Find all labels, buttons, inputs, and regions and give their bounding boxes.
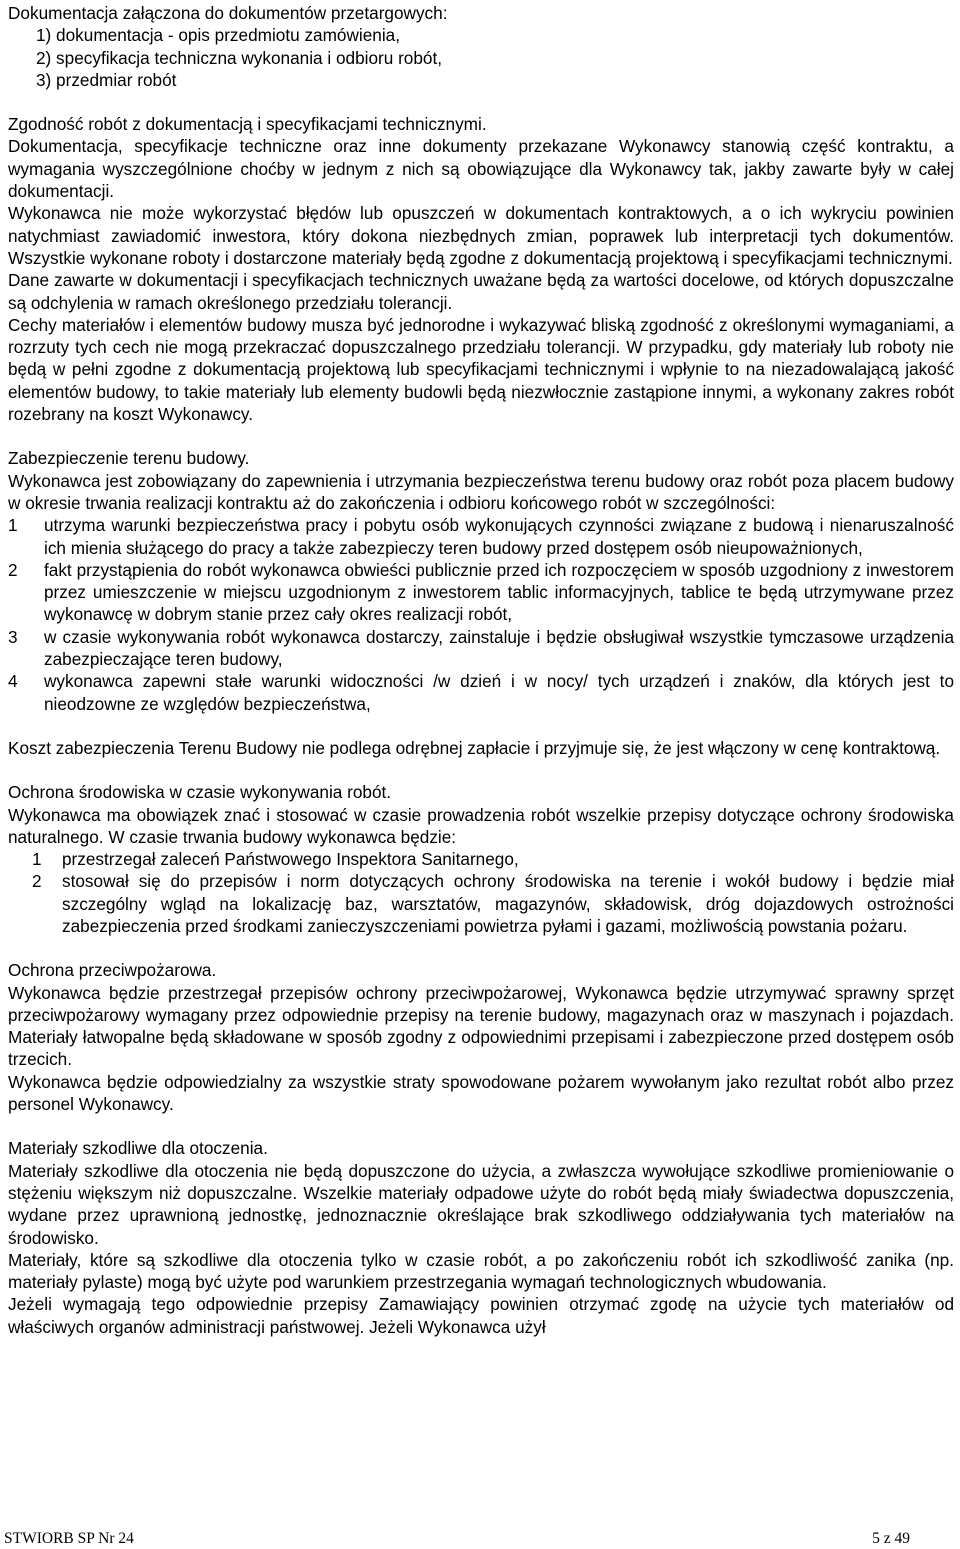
list-item-text: przestrzegał zaleceń Państwowego Inspektora Sanitarnego, — [62, 849, 519, 870]
paragraph: Materiały szkodliwe dla otoczenia nie będą dopuszczone do użycia, a zwłaszcza wywołujące szkodliwe promieniowanie o stężeniu większym niż dopuszczalne. Wszelkie materiały odpadowe użyte do robót będą miały świadectwa dopuszczenia, wydane przez uprawnioną jednostkę, jednoznacznie określające brak szkodliwego oddziaływania tych materiałów na środowisko. — [8, 1160, 954, 1248]
list-item — [8, 870, 954, 937]
list-item — [8, 626, 954, 671]
list-number: 1 — [8, 515, 18, 536]
paragraph: Dokumentacja, specyfikacje techniczne oraz inne dokumenty przekazane Wykonawcy stanowią część kontraktu, a wymagania wyszczególnione choćby w jednym z nich są obowiązujące dla Wykonawcy tak, jakby zawarte były w całej dokumentacji. — [8, 136, 954, 202]
paragraph: Wykonawca będzie przestrzegał przepisów ochrony przeciwpożarowej, Wykonawca będzie utrzymywać sprawny sprzęt przeciwpożarowy wymagany przez odpowiednie przepisy na terenie budowy, magazynach oraz w maszynach i pojazdach. Materiały łatwopalne będą składowane w sposób zgodny z odpowiednimi przepisami i zabezpieczone przed dostępem osób trzecich. — [8, 982, 954, 1070]
attached-documents-list — [36, 24, 954, 91]
page-number: 5 z 49 — [872, 1530, 910, 1547]
section-heading-zgodnosc: Zgodność robót z dokumentacją i specyfikacjami technicznymi. — [8, 114, 487, 135]
list-item: 1) dokumentacja - opis przedmiotu zamówienia, — [36, 25, 400, 46]
list-number: 3 — [8, 626, 18, 647]
footer-document-id: STWIORB SP Nr 24 — [4, 1530, 134, 1547]
section-heading-zabezpieczenie: Zabezpieczenie terenu budowy. — [8, 448, 250, 469]
paragraph: Cechy materiałów i elementów budowy musza być jednorodne i wykazywać bliską zgodność z określonymi wymaganiami, a rozrzuty tych cech nie mogą przekraczać dopuszczalnego przedziału tolerancji. W przypadku, gdy materiały lub roboty nie będą w pełni zgodne z dokumentacją projektową lub specyfikacjami technicznymi i wpłynie to na niezadowalającą jakość elementów budowy, to takie materiały lub elementy budowli będą niezwłocznie zastąpione innymi, a wykonany zakres robót rozebrany na koszt Wykonawcy. — [8, 314, 954, 425]
list-item: 2) specyfikacja techniczna wykonania i odbioru robót, — [36, 47, 443, 68]
list-item — [8, 670, 954, 715]
list-number: 1 — [32, 849, 42, 870]
paragraph: Wykonawca ma obowiązek znać i stosować w czasie prowadzenia robót wszelkie przepisy dotyczące ochrony środowiska naturalnego. W czasie trwania budowy wykonawca będzie: — [8, 804, 954, 847]
list-item-text: w czasie wykonywania robót wykonawca dostarczy, zainstaluje i będzie obsługiwał wszystkie tymczasowe urządzenia zabezpieczające teren budowy, — [44, 626, 954, 670]
list-number: 2 — [32, 871, 42, 892]
paragraph: Materiały, które są szkodliwe dla otoczenia tylko w czasie robót, a po zakończeniu robót ich szkodliwość zanika (np. materiały pylaste) mogą być użyte pod warunkiem przestrzegania wymagań technologicznych wbudowania. — [8, 1249, 954, 1293]
list-item: 3) przedmiar robót — [36, 69, 177, 90]
section-heading-ochrona-srodowiska: Ochrona środowiska w czasie wykonywania robót. — [8, 782, 392, 803]
paragraph: Wykonawca nie może wykorzystać błędów lub opuszczeń w dokumentach kontraktowych, a o ich wykryciu powinien natychmiast zawiadomić inwestora, który dokona niezbędnych zmian, poprawek lub interpretacji tych dokumentów. Wszystkie wykonane roboty i dostarczone materiały będą zgodne z dokumentacją projektową i specyfikacjami technicznymi. — [8, 203, 954, 268]
paragraph: Wykonawca będzie odpowiedzialny za wszystkie straty spowodowane pożarem wywołanym jako rezultat robót albo przez personel Wykonawcy. — [8, 1071, 954, 1115]
list-item-text: fakt przystąpienia do robót wykonawca obwieści publicznie przed ich rozpoczęciem w sposób uzgodniony z inwestorem przez umieszczenie w miejscu uzgodnionym z inwestorem tablic informacyjnych, tablice te będą utrzymywane przez wykonawcę w dobrym stanie przez cały okres realizacji robót, — [44, 559, 954, 625]
section-heading-materialy: Materiały szkodliwe dla otoczenia. — [8, 1138, 268, 1159]
list-number: 2 — [8, 559, 18, 580]
list-number: 4 — [8, 671, 18, 692]
intro-title: Dokumentacja załączona do dokumentów przetargowych: — [8, 3, 448, 23]
paragraph: Dane zawarte w dokumentacji i specyfikacjach technicznych uważane będą za wartości docelowe, od których dopuszczalne są odchylenia w ramach określonego przedziału tolerancji. — [8, 270, 954, 313]
page-footer — [4, 1530, 910, 1548]
list-item-text: wykonawca zapewni stałe warunki widoczności /w dzień i w nocy/ tych urządzeń i znaków, dla których jest to nieodzowne ze względów bezpieczeństwa, — [44, 671, 954, 714]
numbered-list-srodowisko — [8, 848, 954, 937]
list-item-text: utrzyma warunki bezpieczeństwa pracy i pobytu osób wykonujących czynności związane z budową i nienaruszalność ich mienia służącego do pracy a także zabezpieczy teren budowy przed dostępem osób nieupoważnionych, — [44, 515, 954, 558]
paragraph: Jeżeli wymagają tego odpowiednie przepisy Zamawiający powinien otrzymać zgodę na użycie tych materiałów od właściwych organów administracji państwowej. Jeżeli Wykonawca użył — [8, 1294, 954, 1337]
list-item — [8, 848, 954, 870]
list-item — [8, 559, 954, 626]
numbered-list-zabezpieczenie — [8, 514, 954, 715]
paragraph-cost: Koszt zabezpieczenia Terenu Budowy nie podlega odrębnej zapłacie i przyjmuje się, że jest włączony w cenę kontraktową. — [8, 737, 941, 758]
list-item-text: stosował się do przepisów i norm dotyczących ochrony środowiska na terenie i wokół budowy i będzie miał szczególny wgląd na lokalizację baz, warsztatów, magazynów, składowisk, dróg dojazdowych ostrożności zabezpieczenia przed środkami zanieczyszczeniami powietrza pyłami i gazami, możliwością powstania pożaru. — [62, 871, 954, 936]
paragraph: Wykonawca jest zobowiązany do zapewnienia i utrzymania bezpieczeństwa terenu budowy oraz robót poza placem budowy w okresie trwania realizacji kontraktu aż do zakończenia i odbioru końcowego robót w szczególności: — [8, 470, 954, 513]
list-item — [8, 514, 954, 559]
section-heading-ochrona-ppoz: Ochrona przeciwpożarowa. — [8, 960, 217, 981]
